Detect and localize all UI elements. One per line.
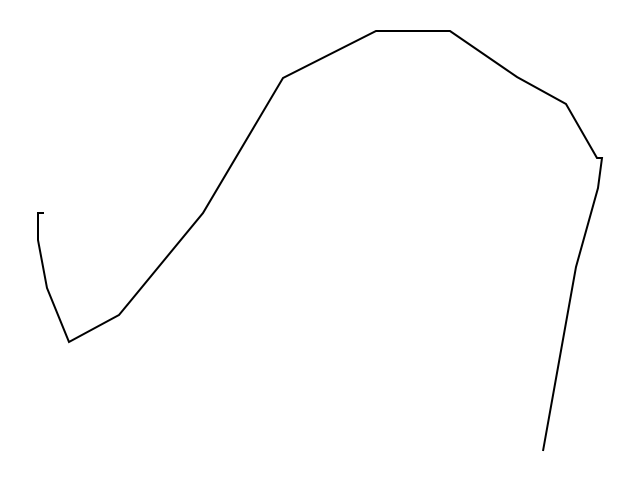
freehand-stroke: [38, 31, 602, 451]
